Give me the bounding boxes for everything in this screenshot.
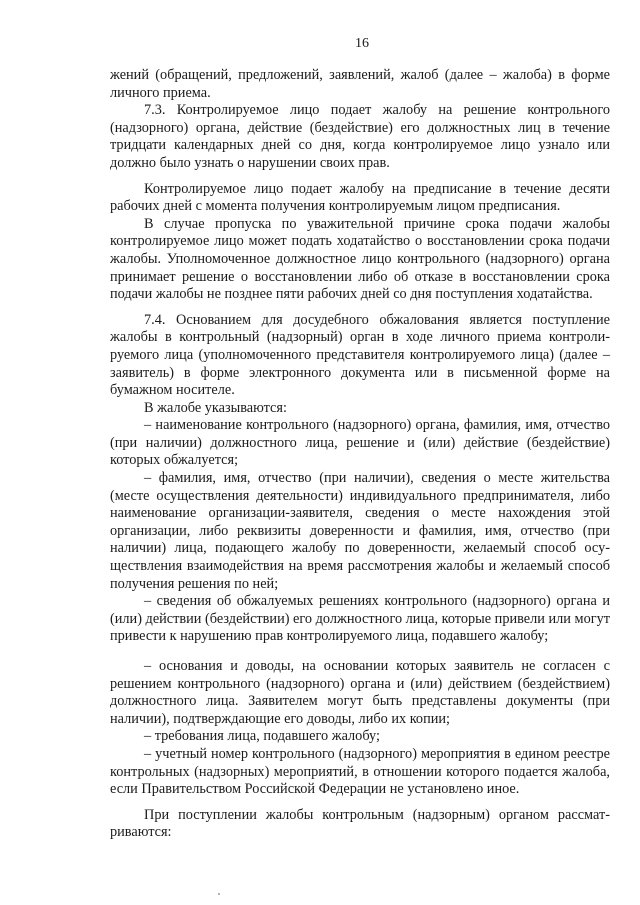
paragraph-missed-deadline: В случае пропуска по уважительной причине срока подачи жалобы контролируемое лицо может подать ходатайство о восстановлении срока подачи жалобы. Уполномоченное должностное лицо контрольного (надзорного) органа принимает решение о восстановлении либо об отказе в восстановлении срока подачи жалобы не позднее пяти рабочих дней со дня поступления ходатайства. xyxy=(110,215,610,303)
document-body xyxy=(110,67,610,842)
list-item-requirements: – требования лица, подавшего жалобу; xyxy=(144,728,380,745)
list-item-registry-number: – учетный номер контрольного (надзорного) мероприятия в едином реестре контрольных (надзорных) мероприятий, в отношении которого подается жалоба, если Правительством Российской Федерации не установлено иное. xyxy=(110,745,610,798)
list-item-applicant-details: – фамилия, имя, отчество (при наличии), сведения о месте жительства (месте осуществления деятельности) индивидуального предпринимателя, либо наименование организации-заявителя, сведения о месте нахождения этой организации, либо реквизиты доверенности и фамилия, имя, отчество (при наличии) лица, подающего жалобу по доверенности, желаемый способ осуществления взаимодействия на время рассмотрения жалобы и желаемый способ получения решения по ней; xyxy=(110,470,610,592)
paragraph-continuation: жений (обращений, предложений, заявлений, жалоб (далее – жалоба) в форме личного приема. xyxy=(110,67,610,101)
list-item-authority-name: – наименование контрольного (надзорного) органа, фамилия, имя, отчество (при наличии) должностного лица, решение и (или) действие (бездействие) которых обжалуется; xyxy=(110,417,610,469)
paragraph-prescription-complaint: Контролируемое лицо подает жалобу на предписание в течение десяти рабочих дней с момента получения контролируемым лицом предписания. xyxy=(110,180,610,215)
paragraph-complaint-contents-intro: В жалобе указываются: xyxy=(144,399,287,416)
paragraph-complaint-review-intro: При поступлении жалобы контрольным (надзорным) органом рассматриваются: xyxy=(110,806,610,841)
list-item-appealed-decisions: – сведения об обжалуемых решениях контрольного (надзорного) органа и (или) действии (бездействии) его должностного лица, которые привели или могут привести к нарушению прав контролируемого лица, подавшего жалобу; xyxy=(110,593,610,645)
scan-speck xyxy=(218,893,220,895)
page-number: 16 xyxy=(355,36,369,51)
list-item-grounds-and-arguments: – основания и доводы, на основании которых заявитель не согласен с решением контрольного (надзорного) органа и (или) действием (бездействием) должностного лица. Заявителем могут быть представлены документы (при наличии), подтверждающие его доводы, либо их копии; xyxy=(110,658,610,727)
paragraph-7-3: 7.3. Контролируемое лицо подает жалобу на решение контрольного (надзорного) органа, действие (бездействие) его должностных лиц в течение тридцати календарных дней со дня, когда контролируемое лицо узнало или должно было узнать о нарушении своих прав. xyxy=(110,102,610,171)
paragraph-7-4: 7.4. Основанием для досудебного обжалования является поступление жалобы в контрольный (надзорный) орган в ходе личного приема контролируемого лица (уполномоченного представителя контролируемого лица) (далее – заявитель) в форме электронного документа или в письменной форме на бумажном носителе. xyxy=(110,311,610,399)
